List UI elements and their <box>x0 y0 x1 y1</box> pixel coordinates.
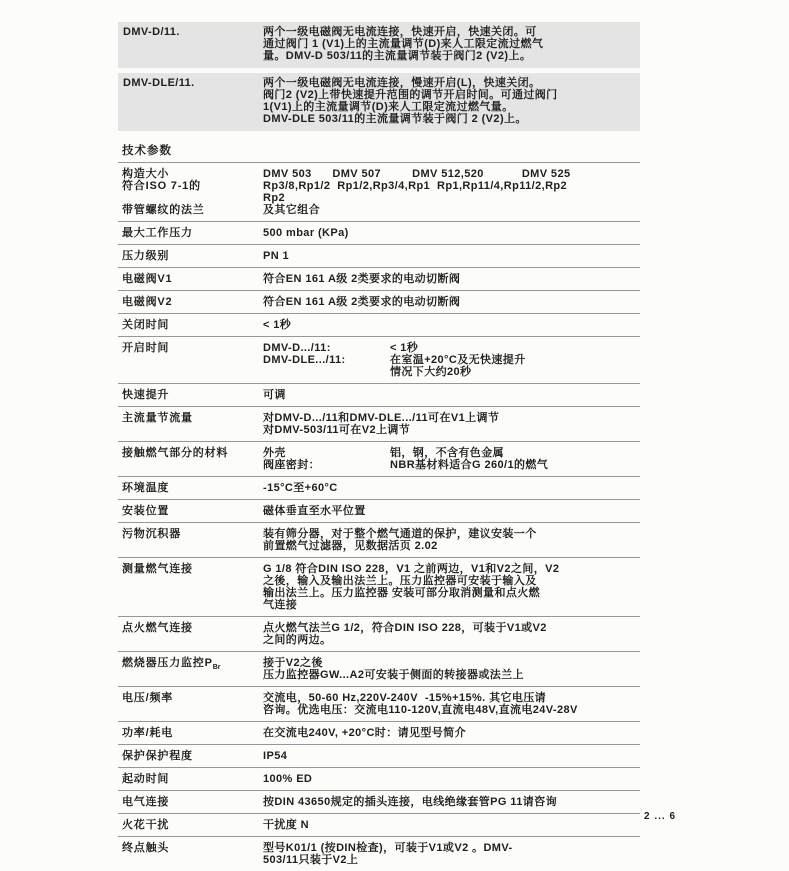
model-name: DMV-DLE/11. <box>123 77 195 89</box>
spec-row <box>118 813 640 836</box>
spec-value-line: 阀座密封： <box>263 459 320 471</box>
spec-value <box>263 389 640 401</box>
spec-value <box>263 168 640 216</box>
spec-value <box>263 563 640 611</box>
spec-value-line: 100% ED <box>263 773 313 785</box>
spec-value <box>263 412 640 436</box>
text-line: 通过阀门 1 (V1)上的主流量调节(D)来人工限定流过燃气 <box>263 38 544 50</box>
spec-label <box>118 819 263 831</box>
spec-label-line: 终点触头 <box>122 842 170 854</box>
spec-value-line: 对DMV-D.../11和DMV-DLE.../11可在V1上调节 <box>263 412 500 424</box>
spec-row <box>118 499 640 522</box>
spec-value-line: 符合EN 161 A级 2类要求的电动切断阀 <box>263 273 461 285</box>
text-line: 量。DMV-D 503/11的主流量调节装于阀门2 (V2)上。 <box>263 50 532 62</box>
model-description <box>263 77 640 125</box>
spec-row <box>118 686 640 721</box>
spec-value <box>263 528 640 552</box>
spec-label-line: 主流量节流量 <box>122 412 193 424</box>
spec-row <box>118 441 640 476</box>
spec-label <box>118 505 263 517</box>
spec-label-line: 起动时间 <box>122 773 170 785</box>
spec-value <box>263 273 640 285</box>
spec-label <box>118 773 263 785</box>
spec-label-subscript: Br <box>212 664 221 672</box>
model-row <box>118 22 640 68</box>
spec-label-line <box>122 192 263 204</box>
spec-label-line: 压力级别 <box>122 250 170 262</box>
spec-value <box>263 319 640 331</box>
spec-value-line: IP54 <box>263 750 288 762</box>
spec-value-line: NBR基材料适合G 260/1的燃气 <box>390 459 549 471</box>
spec-value <box>263 505 640 517</box>
text-line: 两个一级电磁阀无电流连接，慢速开启(L)，快速关闭。 <box>263 77 541 89</box>
spec-label <box>118 482 263 494</box>
spec-value-line: DMV-DLE.../11: <box>263 354 346 366</box>
spec-label <box>118 447 263 471</box>
spec-label-line: 带管螺纹的法兰 <box>122 204 205 216</box>
spec-label <box>118 750 263 762</box>
spec-value <box>263 622 640 646</box>
spec-value-line: Rp2 <box>263 192 285 204</box>
spec-value-line: 情况下大约20秒 <box>390 366 472 378</box>
spec-value-line: Rp3/8,Rp1/2 Rp1/2,Rp3/4,Rp1 Rp1,Rp11/4,Rp11/2,Rp2 <box>263 180 568 192</box>
spec-row <box>118 651 640 686</box>
spec-value <box>263 796 640 808</box>
spec-row <box>118 313 640 336</box>
spec-value-line: 型号K01/1 (按DIN检查)，可装于V1或V2 。DMV- <box>263 842 513 854</box>
spec-value-left-column <box>263 342 390 378</box>
spec-label-line: 接触燃气部分的材料 <box>122 447 229 459</box>
spec-label <box>118 319 263 331</box>
spec-label-line: 测量燃气连接 <box>122 563 193 575</box>
spec-label-text: 燃烧器压力监控P <box>122 657 213 669</box>
spec-value <box>263 482 640 494</box>
spec-value-line: 压力监控器GW...A2可安装于侧面的转接器或法兰上 <box>263 669 524 681</box>
spec-value-line: -15°C至+60°C <box>263 482 338 494</box>
technical-parameters-table <box>118 162 640 871</box>
spec-label-line: 安装位置 <box>122 505 170 517</box>
spec-label <box>118 563 263 611</box>
model-description-table <box>118 22 640 131</box>
spec-label-line: 构造大小 <box>122 168 170 180</box>
spec-label-line <box>122 657 263 672</box>
spec-label-line: 保护保护程度 <box>122 750 193 762</box>
spec-label <box>118 692 263 716</box>
spec-label-line: 环境温度 <box>122 482 170 494</box>
spec-value <box>263 773 640 785</box>
spec-value <box>263 296 640 308</box>
content-area <box>118 22 640 871</box>
spec-label-line: 污物沉积器 <box>122 528 181 540</box>
spec-label <box>118 250 263 262</box>
spec-row <box>118 790 640 813</box>
spec-label <box>118 622 263 646</box>
spec-label <box>118 168 263 216</box>
spec-row <box>118 721 640 744</box>
spec-row <box>118 767 640 790</box>
spec-value-line: 输出法兰上。压力监控器 安装可部分取消测量和点火燃 <box>263 587 541 599</box>
spec-label-line: 最大工作压力 <box>122 227 193 239</box>
spec-row <box>118 336 640 383</box>
spec-label-line: 开启时间 <box>122 342 170 354</box>
spec-value-line: 按DIN 43650规定的插头连接，电线绝缘套管PG 11请咨询 <box>263 796 557 808</box>
spec-value-columns <box>263 447 640 471</box>
spec-row <box>118 406 640 441</box>
spec-value-line: 外壳 <box>263 447 286 459</box>
spec-value <box>263 447 640 471</box>
text-line: 阀门2 (V2)上带快速提升范围的调节开启时间。可通过阀门 <box>263 89 558 101</box>
spec-row <box>118 744 640 767</box>
text-line: 1(V1)上的主流量调节(D)来人工限定流过燃气量。 <box>263 101 514 113</box>
spec-label <box>118 842 263 866</box>
spec-label <box>118 273 263 285</box>
spec-label-line: 电气连接 <box>122 796 170 808</box>
spec-value <box>263 342 640 378</box>
section-title: 技术参数 <box>122 145 172 157</box>
spec-label-line: 快速提升 <box>122 389 170 401</box>
spec-label <box>118 296 263 308</box>
spec-label <box>118 528 263 552</box>
spec-label <box>118 342 263 378</box>
spec-value <box>263 750 640 762</box>
spec-row <box>118 836 640 871</box>
spec-value <box>263 250 640 262</box>
spec-value <box>263 657 640 681</box>
spec-value-line: 可调 <box>263 389 286 401</box>
spec-label-line: 电磁阀V1 <box>122 273 173 285</box>
spec-value-line: 干扰度 N <box>263 819 309 831</box>
spec-row <box>118 616 640 651</box>
model-row <box>118 73 640 131</box>
spec-label <box>118 389 263 401</box>
spec-value-line: 装有筛分器，对于整个燃气通道的保护，建议安装一个 <box>263 528 537 540</box>
spec-value-line: DMV-D.../11: <box>263 342 331 354</box>
page-number: 2 ... 6 <box>644 811 677 822</box>
spec-label-line: 火花干扰 <box>122 819 170 831</box>
spec-value-line: 及其它组合 <box>263 204 320 216</box>
spec-value-right-column <box>390 447 640 471</box>
spec-row <box>118 221 640 244</box>
spec-row <box>118 383 640 406</box>
spec-value <box>263 819 640 831</box>
spec-value-line: 对DMV-503/11可在V2上调节 <box>263 424 411 436</box>
spec-value <box>263 227 640 239</box>
spec-value-line: 磁体垂直至水平位置 <box>263 505 366 517</box>
spec-label <box>118 227 263 239</box>
spec-label-line: 点火燃气连接 <box>122 622 193 634</box>
spec-value <box>263 727 640 739</box>
spec-value-line: 之间的两边。 <box>263 634 332 646</box>
model-name: DMV-D/11. <box>123 26 180 38</box>
spec-value-line: 交流电，50-60 Hz,220V-240V -15%+15%. 其它电压请 <box>263 692 547 704</box>
spec-label-line: 电磁阀V2 <box>122 296 173 308</box>
spec-row <box>118 162 640 221</box>
spec-value-line: 前置燃气过滤器，见数据活页 2.02 <box>263 540 438 552</box>
spec-value-line: 503/11只装于V2上 <box>263 854 359 866</box>
spec-value-line: 在室温+20°C及无快速提升 <box>390 354 526 366</box>
spec-value-line: < 1秒 <box>390 342 419 354</box>
spec-row <box>118 476 640 499</box>
spec-label <box>118 657 263 681</box>
spec-value-line: 500 mbar (KPa) <box>263 227 349 239</box>
spec-row <box>118 267 640 290</box>
spec-value-right-column <box>390 342 640 378</box>
spec-row <box>118 522 640 557</box>
spec-value-line: 之後，输入及输出法兰上。压力监控器可安装于输入及 <box>263 575 537 587</box>
spec-value-line: 点火燃气法兰G 1/2，符合DIN ISO 228，可装于V1或V2 <box>263 622 547 634</box>
spec-value-line: G 1/8 符合DIN ISO 228，V1 之前两边，V1和V2之间，V2 <box>263 563 560 575</box>
spec-label-line: 功率/耗电 <box>122 727 174 739</box>
spec-value-line: 在交流电240V, +20°C时：请见型号简介 <box>263 727 466 739</box>
spec-value-line: 气连接 <box>263 599 298 611</box>
spec-label <box>118 796 263 808</box>
text-line: DMV-DLE 503/11的主流量调节装于阀门 2 (V2)上。 <box>263 113 527 125</box>
spec-row <box>118 557 640 616</box>
spec-label-line: 关闭时间 <box>122 319 170 331</box>
spec-value-line: 咨询。优选电压：交流电110-120V,直流电48V,直流电24V-28V <box>263 704 578 716</box>
spec-value-line: 接于V2之後 <box>263 657 323 669</box>
spec-value-line: PN 1 <box>263 250 290 262</box>
spec-value <box>263 842 640 866</box>
spec-row <box>118 290 640 313</box>
spec-label-line: 符合ISO 7-1的 <box>122 180 201 192</box>
spec-value-line: 铝，钢，不含有色金属 <box>390 447 504 459</box>
text-line: 两个一级电磁阀无电流连接，快速开启，快速关闭。可 <box>263 26 537 38</box>
spec-label-line: 电压/频率 <box>122 692 174 704</box>
spec-value-left-column <box>263 447 390 471</box>
spec-row <box>118 244 640 267</box>
spec-value-line: < 1秒 <box>263 319 292 331</box>
spec-label <box>118 727 263 739</box>
spec-value-line: 符合EN 161 A级 2类要求的电动切断阀 <box>263 296 461 308</box>
spec-label <box>118 412 263 436</box>
model-description <box>263 26 640 62</box>
spec-value-line: DMV 503 DMV 507 DMV 512,520 DMV 525 <box>263 168 571 180</box>
spec-value-columns <box>263 342 640 378</box>
spec-value <box>263 692 640 716</box>
